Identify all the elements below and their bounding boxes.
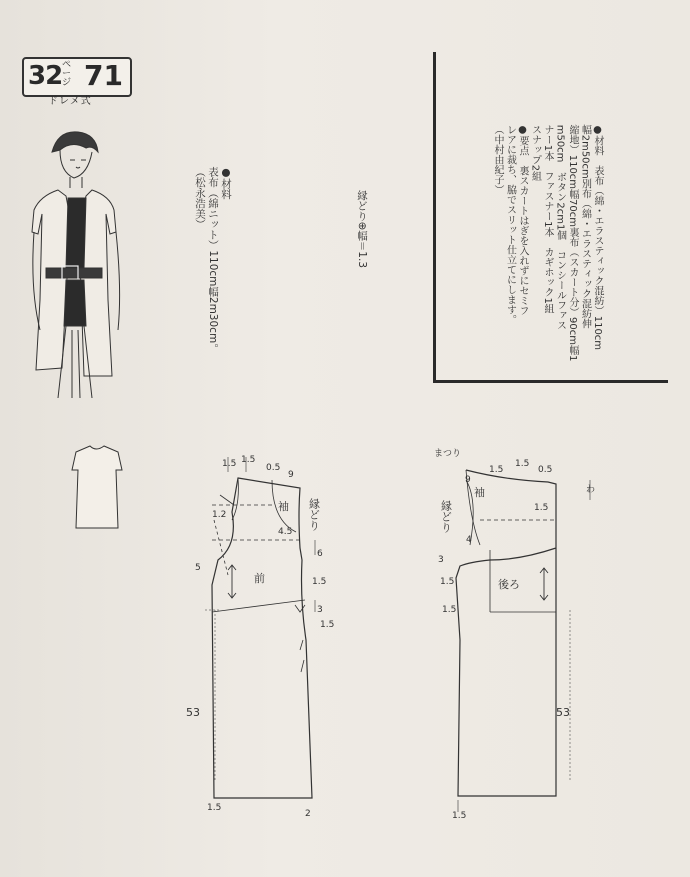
back-grain-mark: わ — [586, 485, 596, 495]
back-measure-top-b: 1.5 — [515, 459, 530, 469]
front-measure-top-left-b: 1.5 — [241, 455, 256, 465]
front-binding-label: 縁どり — [307, 498, 321, 531]
front-measure-neck-a: 0.5 — [266, 463, 281, 473]
back-measure-armhole: 4 — [466, 535, 472, 545]
method-label: ドレメ式 — [48, 96, 92, 107]
page-number: 32 — [28, 61, 63, 91]
front-sleeve-label: 袖 — [278, 500, 289, 513]
fashion-figure-illustration — [32, 132, 120, 398]
front-label: 前 — [254, 572, 265, 585]
front-measure-side-c: 1.5 — [312, 577, 327, 587]
back-measure-hem: 1.5 — [452, 811, 467, 821]
front-measure-side-d: 3 — [317, 605, 323, 615]
instr-line-6: スナップ2組 — [529, 124, 541, 182]
back-measure-side-b: 1.5 — [440, 577, 455, 587]
front-measure-length: 53 — [186, 706, 200, 719]
instr-line-3: 縮地）110cm幅70cm裏布（スカート分）90cm幅1 — [567, 124, 578, 362]
back-measure-side-a: 3 — [438, 555, 444, 565]
back-pattern-draft — [456, 470, 590, 812]
instr-line-5: ナー1本 ファスナー1本 カギホック1組 — [542, 124, 553, 314]
front-measure-hem-left: 1.5 — [207, 803, 222, 813]
front-measure-hem-right: 2 — [305, 809, 311, 819]
front-pattern-draft — [205, 457, 315, 798]
materials-title: ●材料 — [220, 166, 232, 200]
author-name: （松永浩美） — [194, 166, 206, 230]
back-binding-label: 縁どり — [439, 500, 453, 533]
front-measure-neck-b: 9 — [288, 470, 294, 480]
back-measure-shoulder: 1.5 — [534, 503, 549, 513]
page-word: ページ — [62, 60, 72, 88]
back-view-illustration — [72, 446, 122, 528]
instr-line-7: ●要点 裏スカートはぎを入れずにセミフ — [517, 124, 528, 316]
back-measure-top-a: 1.5 — [489, 465, 504, 475]
instr-line-2: 幅2m50cm別布（綿・エラスティック混紡伸 — [579, 124, 591, 329]
instr-line-1: ●材料 表布（綿・エラスティック混紡）110cm — [592, 124, 603, 351]
back-measure-side-c: 1.5 — [442, 605, 457, 615]
back-hem-note: まつり — [434, 449, 462, 459]
front-measure-side-e: 1.5 — [320, 620, 335, 630]
front-measure-top-left-a: 1.5 — [222, 459, 237, 469]
back-measure-neck-a: 9 — [465, 475, 471, 485]
front-measure-dart: 6 — [317, 549, 323, 559]
item-number: 71 — [84, 59, 123, 92]
back-measure-length: 53 — [556, 706, 570, 719]
front-measure-armhole: 4.5 — [278, 527, 293, 537]
binding-note: 縁どり⊕幅＝1.3 — [356, 190, 368, 268]
front-measure-side-a: 1.2 — [212, 510, 227, 520]
front-measure-side-b: 5 — [195, 563, 201, 573]
materials-line: 表布（綿ニット）110cm幅2m30cm。 — [207, 166, 219, 354]
back-label: 後ろ — [498, 578, 520, 591]
instr-author: （中村由紀子） — [492, 124, 503, 195]
front-pattern-labels — [186, 455, 334, 819]
back-measure-top-c: 0.5 — [538, 465, 553, 475]
instr-line-8: レアに裁ち、脇でスリット仕立てにします。 — [504, 124, 516, 325]
back-sleeve-label: 袖 — [474, 486, 485, 499]
instr-line-4: m50cm ボタン2cm1個 コンシールファス — [554, 124, 566, 331]
